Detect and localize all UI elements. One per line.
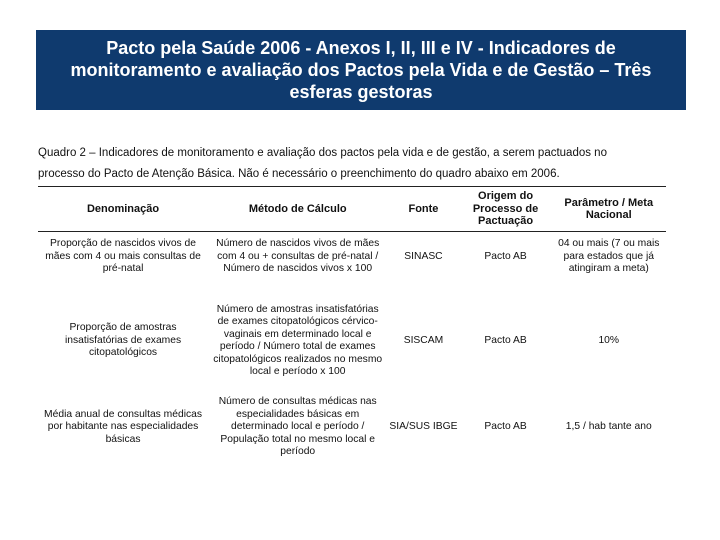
cell-parametro: 04 ou mais (7 ou mais para estados que já atingiram a meta) <box>558 238 660 275</box>
header-fonte: Fonte <box>408 202 439 215</box>
slide-title: Pacto pela Saúde 2006 - Anexos I, II, III e IV - Indicadores de monitoramento e avaliação dos Pactos pela Vida e de Gestão – Três esferas gestoras <box>70 38 652 102</box>
slide-title-bar <box>36 30 686 110</box>
header-parametro: Parâmetro / Meta Nacional <box>564 196 654 221</box>
cell-metodo: Número de amostras insatisfatórias de exames citopatológicos cérvico-vaginais em determinado local e período / Número total de exames citopatológicos realizados no mesmo local e período x 100 <box>213 303 383 377</box>
table-row <box>38 228 666 286</box>
cell-fonte: SINASC <box>404 250 443 262</box>
table-row <box>38 286 666 396</box>
header-metodo: Método de Cálculo <box>248 202 347 215</box>
indicators-table <box>38 190 666 459</box>
caption-line-1: Quadro 2 – Indicadores de monitoramento e avaliação dos pactos pela vida e de gestão, a serem pactuados no <box>38 147 607 159</box>
cell-parametro: 1,5 / hab tante ano <box>565 421 652 432</box>
caption-line-2: processo do Pacto de Atenção Básica. Não é necessário o preenchimento do quadro abaixo em 2006. <box>38 168 560 180</box>
cell-origem: Pacto AB <box>484 250 527 262</box>
header-origem: Origem do Processo de Pactuação <box>472 190 539 228</box>
cell-fonte: SISCAM <box>403 334 444 346</box>
table-row <box>38 396 666 459</box>
cell-denominacao: Proporção de nascidos vivos de mães com 4 ou mais consultas de pré-natal <box>45 238 201 275</box>
cell-metodo: Número de nascidos vivos de mães com 4 ou + consultas de pré-natal / Número de nascidos vivos x 100 <box>216 238 380 275</box>
cell-denominacao: Proporção de amostras insatisfatórias de exames citopatológicos <box>64 322 182 359</box>
table-caption <box>38 143 668 185</box>
cell-metodo: Número de consultas médicas nas especialidades básicas em determinado local e período / População total no mesmo local e período <box>218 396 377 457</box>
cell-denominacao: Média anual de consultas médicas por habitante nas especialidades básicas <box>44 408 203 445</box>
cell-origem: Pacto AB <box>484 334 527 346</box>
cell-origem: Pacto AB <box>484 421 527 432</box>
top-rule <box>38 186 666 187</box>
header-denominacao: Denominação <box>86 202 160 215</box>
cell-parametro: 10% <box>598 334 620 346</box>
cell-fonte: SIA/SUS IBGE <box>389 421 458 432</box>
table-header-row <box>38 190 666 228</box>
